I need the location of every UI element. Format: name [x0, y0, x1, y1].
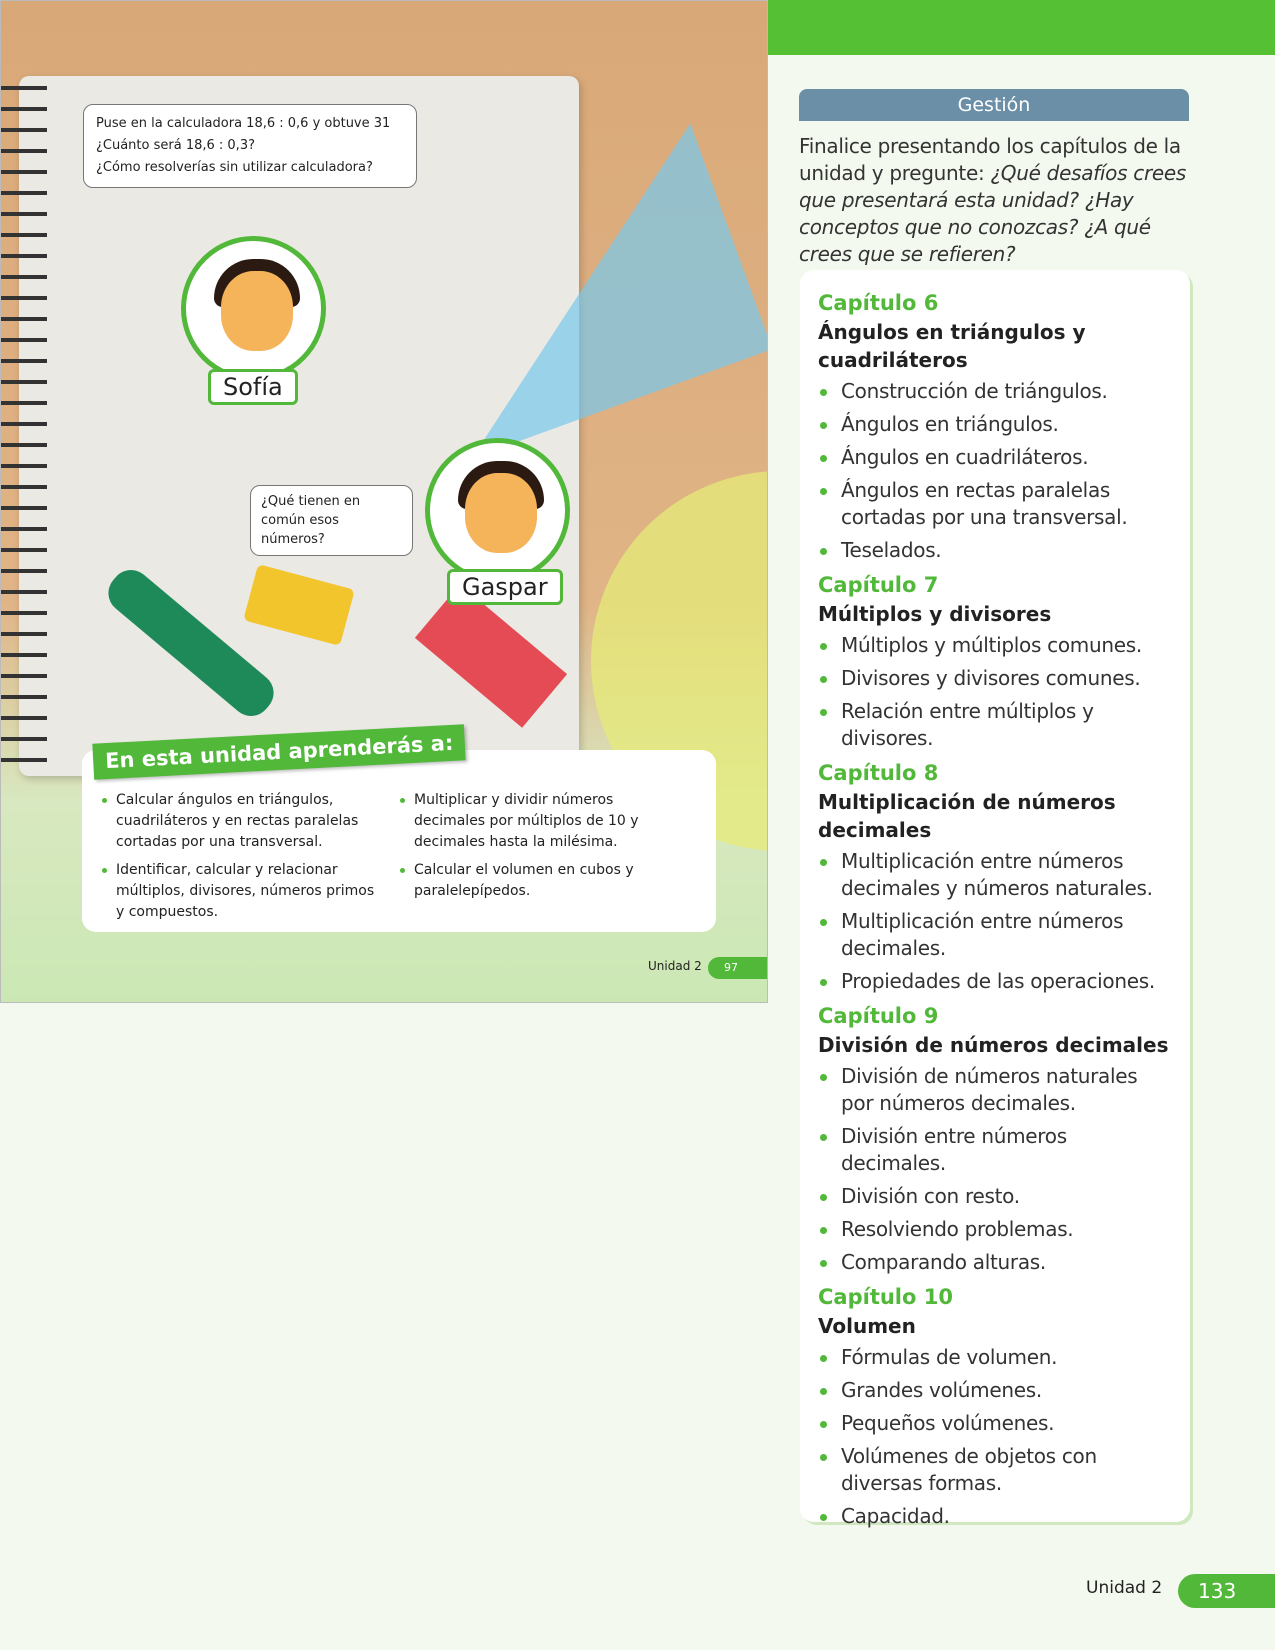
page-number: 133 — [1178, 1574, 1275, 1608]
goal-item: Multiplicar y dividir números decimales por múltiplos de 10 y decimales hasta la milésima. — [400, 790, 680, 853]
gestion-intro — [799, 133, 1189, 268]
chapter-number: Capítulo 8 — [818, 761, 939, 785]
chapter-section — [818, 288, 1172, 564]
chapters-box — [800, 270, 1190, 1528]
intro-questions: ¿Qué desafíos crees que presentará esta unidad? ¿Hay conceptos que no conozcas? ¿A qué crees que se refieren? — [799, 161, 1187, 266]
topic-item: Ángulos en rectas paralelas cortadas por una transversal. — [818, 477, 1172, 531]
topic-item: Pequeños volúmenes. — [818, 1410, 1172, 1437]
chapter-title: División de números decimales — [818, 1033, 1169, 1057]
gaspar-speech-bubble — [250, 485, 413, 556]
topic-item: Grandes volúmenes. — [818, 1377, 1172, 1404]
speech-line: común esos números? — [261, 513, 339, 547]
topic-item: Resolviendo problemas. — [818, 1216, 1172, 1243]
topic-item: Volúmenes de objetos con diversas formas. — [818, 1443, 1172, 1497]
topic-item: Teselados. — [818, 537, 1172, 564]
topic-item: División de números naturales por números decimales. — [818, 1063, 1172, 1117]
topic-item: Propiedades de las operaciones. — [818, 968, 1172, 995]
topic-item: Multiplicación entre números decimales y números naturales. — [818, 848, 1172, 902]
chapter-topics — [818, 1344, 1172, 1530]
topic-item: División con resto. — [818, 1183, 1172, 1210]
topic-item: Divisores y divisores comunes. — [818, 665, 1172, 692]
topic-item: Capacidad. — [818, 1503, 1172, 1530]
speech-line: Puse en la calculadora 18,6 : 0,6 y obtuve 31 — [96, 116, 391, 131]
learning-goals-col1 — [102, 790, 382, 930]
chapter-topics — [818, 1063, 1172, 1276]
chapter-title: Ángulos en triángulos y cuadriláteros — [818, 320, 1086, 372]
learning-goals-col2 — [400, 790, 680, 909]
left-page-number: 97 — [708, 957, 768, 979]
chapter-section — [818, 570, 1172, 752]
intro-text: Finalice presentando los capítulos de la unidad y pregunte: — [799, 134, 1181, 185]
speech-line: ¿Cómo resolverías sin utilizar calculadora? — [96, 160, 373, 175]
learning-goals-title: En esta unidad aprenderás a: — [92, 724, 466, 779]
chapter-topics — [818, 378, 1172, 564]
left-footer-unit: Unidad 2 — [648, 959, 702, 973]
top-accent-bar — [768, 0, 1275, 55]
topic-item: Multiplicación entre números decimales. — [818, 908, 1172, 962]
topic-item: Ángulos en triángulos. — [818, 411, 1172, 438]
chapter-topics — [818, 848, 1172, 995]
chapter-title: Multiplicación de números decimales — [818, 790, 1116, 842]
chapter-number: Capítulo 6 — [818, 291, 939, 315]
sofia-name: Sofía — [208, 369, 298, 405]
sofia-avatar — [181, 236, 326, 381]
chapter-section — [818, 1282, 1172, 1530]
chapter-section — [818, 758, 1172, 995]
speech-line: ¿Qué tienen en — [261, 494, 361, 509]
gestion-header: Gestión — [799, 89, 1189, 121]
goal-item: Calcular el volumen en cubos y paralelepípedos. — [400, 860, 680, 902]
topic-item: Construcción de triángulos. — [818, 378, 1172, 405]
topic-item: División entre números decimales. — [818, 1123, 1172, 1177]
speech-line: ¿Cuánto será 18,6 : 0,3? — [96, 138, 255, 153]
chapter-number: Capítulo 7 — [818, 573, 939, 597]
spiral-binding — [1, 76, 47, 766]
student-page-image — [0, 0, 768, 1003]
chapter-number: Capítulo 9 — [818, 1004, 939, 1028]
learning-goals-box — [82, 750, 716, 932]
chapter-topics — [818, 632, 1172, 752]
gaspar-avatar — [425, 438, 570, 583]
chapter-title: Múltiplos y divisores — [818, 602, 1052, 626]
sofia-speech-bubble — [83, 104, 417, 188]
topic-item: Relación entre múltiplos y divisores. — [818, 698, 1172, 752]
chapter-title: Volumen — [818, 1314, 916, 1338]
goal-item: Calcular ángulos en triángulos, cuadriláteros y en rectas paralelas cortadas por una transversal. — [102, 790, 382, 853]
chapter-section — [818, 1001, 1172, 1276]
goal-item: Identificar, calcular y relacionar múltiplos, divisores, números primos y compuestos. — [102, 860, 382, 923]
topic-item: Fórmulas de volumen. — [818, 1344, 1172, 1371]
gaspar-name: Gaspar — [447, 569, 563, 605]
topic-item: Comparando alturas. — [818, 1249, 1172, 1276]
chapter-number: Capítulo 10 — [818, 1285, 953, 1309]
topic-item: Múltiplos y múltiplos comunes. — [818, 632, 1172, 659]
topic-item: Ángulos en cuadriláteros. — [818, 444, 1172, 471]
footer-unit: Unidad 2 — [1086, 1578, 1163, 1598]
